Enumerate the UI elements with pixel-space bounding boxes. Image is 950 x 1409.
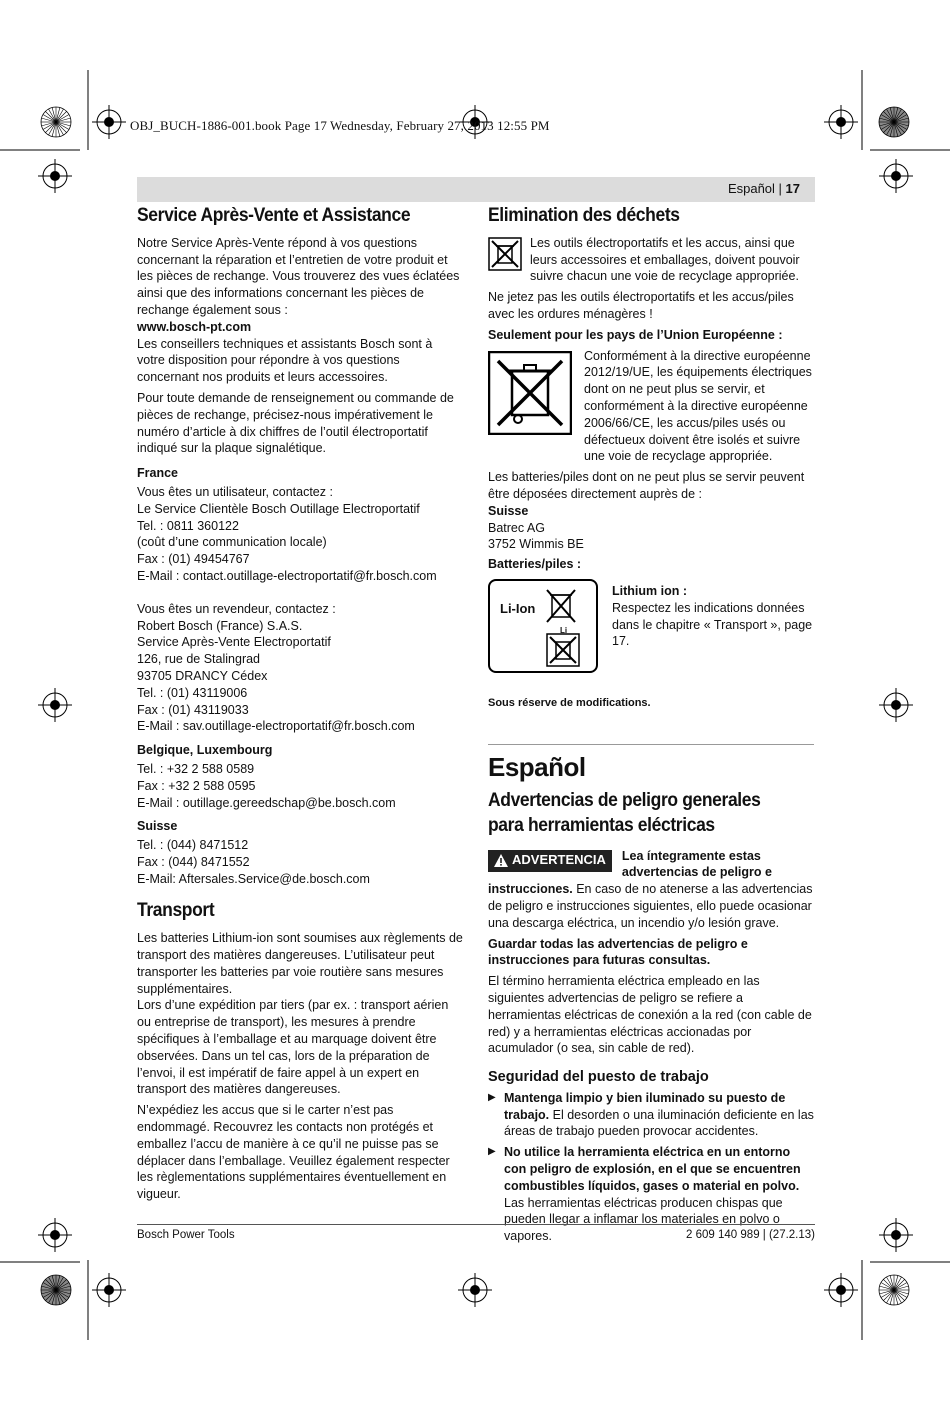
liion-row — [488, 577, 814, 673]
contact-line: Robert Bosch (France) S.A.S. — [137, 618, 303, 633]
liion-text: Respectez les indications données dans le chapitre « Transport », page 17. — [612, 600, 813, 649]
workplace-title: Seguridad del puesto de trabajo — [488, 1069, 709, 1086]
bullet-triangle-icon: ▶ — [488, 1091, 496, 1103]
transport-p3: N’expédiez les accus que si le carter n’est pas endommagé. Recouvrez les contacts non protégés et emballez l’accu de manière à ce qu’il ne puisse pas se déplacer dans l’emballage. Veuillez également respecter les règlementations supplémentaires éventuellement en vigueur. — [137, 1103, 450, 1202]
contact-line: 126, rue de Stalingrad — [137, 652, 261, 667]
elimination-title: Elimination des déchets — [488, 205, 680, 226]
contact-line: Vous êtes un utilisateur, contactez : — [137, 484, 333, 499]
belgium-title: Belgique, Luxembourg — [137, 743, 273, 758]
recycle-row — [488, 235, 814, 285]
bullet-lead: No utilice la herramienta eléctrica en un entorno con peligro de explosión, en el que se encuentren combustibles líquidos, gases o material en polvo. — [504, 1145, 801, 1193]
contact-line: Tel. : (044) 8471512 — [137, 838, 249, 853]
crossed-battery-bin-icon — [544, 587, 578, 627]
left-column — [137, 205, 463, 1207]
warning-paragraph — [488, 848, 814, 932]
elimination-p3: Les batteries/piles dont on ne peut plus se servir peuvent être déposées directement auprès de : — [488, 470, 805, 501]
batteries-title: Batteries/piles : — [488, 557, 582, 572]
contact-line: Tel. : (01) 43119006 — [137, 685, 248, 700]
recycler-country: Suisse — [488, 503, 529, 518]
contact-email: E-Mail : sav.outillage-electroportatif@fr.bosch.com — [137, 719, 415, 734]
li-label: Li — [560, 625, 568, 635]
liion-icon-box — [488, 579, 598, 673]
page-header — [728, 181, 800, 196]
recycler-address — [488, 520, 814, 554]
eu-text: Conformément à la directive européenne 2012/19/UE, les équipements électriques dont on ne peut plus se servir, et conformément à la directive européenne 2006/66/CE, les accus/piles usés ou défectueux doivent être isolés et suivre une voie de recyclage appropriée. — [584, 348, 812, 464]
contact-line: Fax : (044) 8471552 — [137, 854, 250, 869]
keep-instructions: Guardar todas las advertencias de peligro e instrucciones para futuras consultas. — [488, 936, 748, 968]
page-header-bar — [137, 177, 815, 202]
contact-line: Service Après-Vente Electroportatif — [137, 635, 331, 650]
crossed-bin-small-icon — [546, 633, 580, 667]
contact-line: Fax : (01) 43119033 — [137, 702, 249, 717]
section-divider — [488, 744, 814, 745]
crossed-wheelie-bin-icon — [488, 351, 572, 435]
espanol-title: Español — [488, 751, 586, 782]
bullet-text: El desorden o una iluminación deficiente en las áreas de trabajo pueden provocar accidentes. — [504, 1107, 814, 1139]
power-tool-definition: El término herramienta eléctrica empleado en las siguientes advertencias de peligro se refiere a herramientas eléctricas de conexión a la red (con cable de red) y a herramientas eléctricas accionadas por acumulador (o sea, sin cable de red). — [488, 974, 812, 1056]
swiss-contact — [137, 837, 463, 887]
service-url[interactable]: www.bosch-pt.com — [137, 319, 252, 334]
footer-doc-number: 2 609 140 989 | (27.2.13) — [686, 1229, 815, 1241]
print-slug: OBJ_BUCH-1886-001.book Page 17 Wednesday, February 27, 2013 12:55 PM — [130, 118, 550, 133]
elimination-p2: Ne jetez pas les outils électroportatifs et les accus/piles avec les ordures ménagères ! — [488, 290, 794, 321]
transport-p1: Les batteries Lithium-ion sont soumises aux règlements de transport des matières dangereuses. L’utilisateur peut transporter les batteries par voie routière sans mesures supplémentaires. — [137, 931, 463, 996]
service-order: Pour toute demande de renseignement ou commande de pièces de rechange, précisez-nous impérativement le numéro d’article à dix chiffres de l’outil électroportatif indiqué sur la plaque signalétique. — [137, 390, 454, 456]
warning-lead: Lea íntegramente estas advertencias de peligro e instrucciones. — [488, 848, 772, 897]
contact-email: E-Mail : contact.outillage-electroportatif@fr.bosch.com — [137, 568, 437, 583]
transport-title: Transport — [137, 900, 215, 922]
service-advisors: Les conseillers techniques et assistants Bosch sont à votre disposition pour répondre à vos questions concernant nos produits et leurs accessoires. — [137, 336, 433, 385]
bullet-triangle-icon: ▶ — [488, 1146, 496, 1158]
warning-rest: En caso de no atenerse a las advertencias de peligro e instrucciones siguientes, ello puede ocasionar una descarga eléctrica, un incendio y/o lesión grave. — [488, 882, 813, 930]
contact-line: Le Service Clientèle Bosch Outillage Electroportatif — [137, 501, 420, 516]
transport-p2: Lors d’une expédition par tiers (par ex. : transport aérien ou entreprise de transport), les mesures à prendre spécifiques à l’emballage et au marquage doivent être observées. Dans un tel cas, lors de la préparation de l’envoi, il est impératif de faire appel à un expert en transport des matières dangereuses. — [137, 998, 449, 1097]
service-title: Service Après-Vente et Assistance — [137, 205, 411, 226]
elimination-p1: Les outils électroportatifs et les accus, ainsi que leurs accessoires et emballages, doivent pouvoir suivre chacun une voie de recyclage appropriée. — [530, 235, 800, 284]
contact-line: Tel. : 0811 360122 — [137, 518, 239, 533]
crossed-bin-small-icon — [488, 237, 522, 271]
contact-line: Fax : +32 2 588 0595 — [137, 778, 256, 793]
page-footer — [137, 1224, 815, 1241]
bullet-lead: Mantenga limpio y bien iluminado su puesto de trabajo. — [504, 1090, 786, 1122]
contact-line: 93705 DRANCY Cédex — [137, 668, 268, 683]
liion-info — [612, 583, 814, 650]
contact-email: E-Mail : outillage.gereedschap@be.bosch.com — [137, 795, 396, 810]
address-line: 3752 Wimmis BE — [488, 537, 584, 552]
france-title: France — [137, 466, 178, 481]
espanol-subtitle: Advertencias de peligro generales para herramientas eléctricas — [488, 789, 761, 836]
header-section: Español — [727, 181, 775, 196]
warning-label: ADVERTENCIA — [512, 852, 606, 868]
france-contact — [137, 484, 463, 585]
bullet-item — [488, 1090, 814, 1140]
contact-line: Fax : (01) 49454767 — [137, 552, 250, 567]
warning-triangle-icon — [494, 854, 508, 867]
address-line: Batrec AG — [488, 520, 545, 535]
footer-brand: Bosch Power Tools — [137, 1229, 235, 1241]
contact-line: (coût d’une communication locale) — [137, 535, 327, 550]
contact-email: E-Mail: Aftersales.Service@de.bosch.com — [137, 871, 370, 886]
contact-line: Vous êtes un revendeur, contactez : — [137, 601, 336, 616]
right-column — [488, 205, 814, 1249]
eu-row — [488, 348, 814, 466]
reserve-note: Sous réserve de modifications. — [488, 696, 651, 709]
liion-title: Lithium ion : — [612, 583, 687, 598]
liion-label: Li-Ion — [500, 600, 536, 616]
eu-title: Seulement pour les pays de l’Union Européenne : — [488, 327, 783, 342]
warning-badge — [488, 850, 612, 872]
swiss-title: Suisse — [137, 819, 178, 834]
page-number: 17 — [785, 181, 800, 196]
header-separator: | — [774, 181, 786, 196]
contact-line: Tel. : +32 2 588 0589 — [137, 761, 255, 776]
reseller-contact — [137, 601, 463, 735]
bullet-text: Las herramientas eléctricas producen chispas que pueden llegar a inflamar los materiales en polvo o vapores. — [504, 1195, 783, 1244]
belgium-contact — [137, 761, 463, 811]
service-intro: Notre Service Après-Vente répond à vos questions concernant la réparation et l’entretien de votre produit et les pièces de rechange. Vous trouverez des vues éclatées ainsi que des informations concernant les pièces de rechange également sous : — [137, 235, 460, 317]
